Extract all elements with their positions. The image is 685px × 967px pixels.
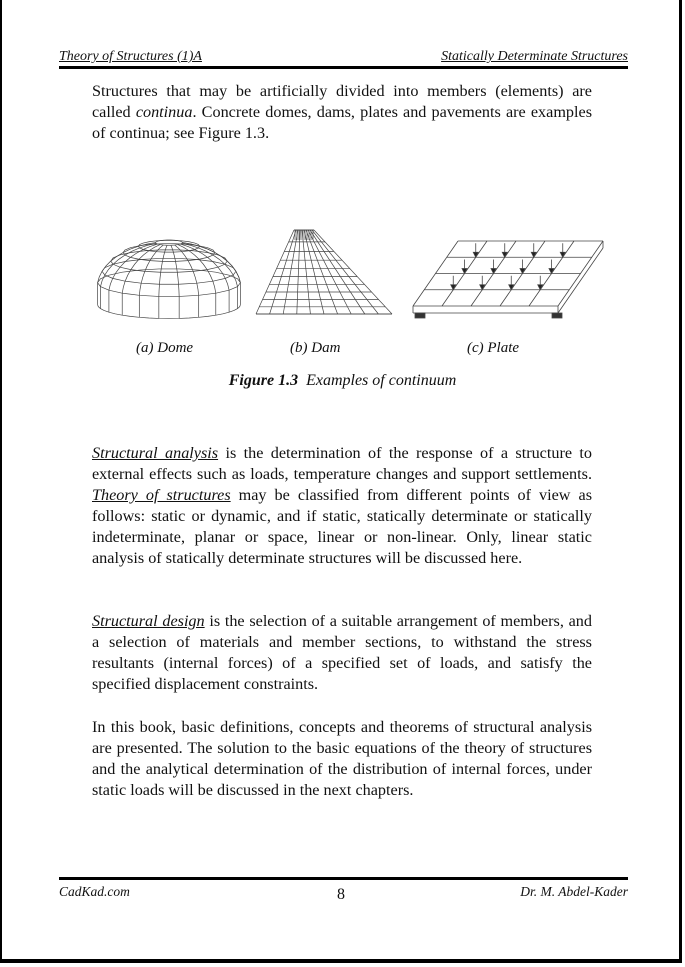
term-structural-analysis: Structural analysis — [92, 444, 219, 462]
header-left-title: Theory of Structures (1)A — [59, 49, 202, 64]
term-theory-of-structures: Theory of structures — [92, 486, 231, 504]
design-text: is the selection of a suitable arrangement of members, and a selection of materials and member sections, to withstand the stress resultants (internal forces) of a specified set of loads, and satisfy the specified displacement constraints. — [92, 612, 592, 693]
closing-text: In this book, basic definitions, concepts and theorems of structural analysis are presented. The solution to the basic equations of the theory of structures and the analytical determination of the distribution of internal forces, under static loads will be discussed in the next chapters. — [92, 718, 592, 799]
footer-author: Dr. M. Abdel-Kader — [520, 884, 628, 899]
subcaption-dome: (a) Dome — [136, 340, 194, 356]
intro-text-after: . Concrete domes, dams, plates and pavements are examples of continua; see Figure 1.3. — [92, 103, 592, 142]
intro-term-continua: continua — [135, 103, 193, 121]
figure-caption — [0, 372, 685, 390]
subcaption-plate: (c) Plate — [467, 340, 520, 356]
intro-text-before: Structures that may be artificially divided into members (elements) are called — [92, 82, 592, 121]
header-right-title: Statically Determinate Structures — [441, 49, 628, 64]
intro-paragraph — [92, 81, 592, 144]
closing-paragraph — [92, 717, 592, 801]
dam-illustration — [254, 228, 396, 316]
term-structural-design: Structural design — [92, 612, 205, 630]
page-header — [59, 48, 628, 69]
analysis-text-2: may be classified from different points of view as follows: static or dynamic, and if static, statically determinate or statically indeterminate, planar or space, linear or non-linear. Only, linear static analysis of statically determinate structures will be discussed here. — [92, 486, 592, 567]
page-footer — [59, 877, 628, 902]
analysis-paragraph — [92, 443, 592, 569]
footer-website: CadKad.com — [59, 884, 130, 899]
figure-title: Examples of continuum — [306, 372, 457, 389]
dome-illustration — [95, 211, 245, 329]
page-number: 8 — [337, 886, 345, 903]
analysis-text-1: is the determination of the response of a structure to external effects such as loads, temperature changes and support settlements. — [92, 444, 592, 483]
plate-illustration — [405, 236, 605, 321]
figure-label: Figure 1.3 — [228, 372, 299, 389]
subcaption-dam: (b) Dam — [290, 340, 341, 356]
design-paragraph — [92, 611, 592, 695]
